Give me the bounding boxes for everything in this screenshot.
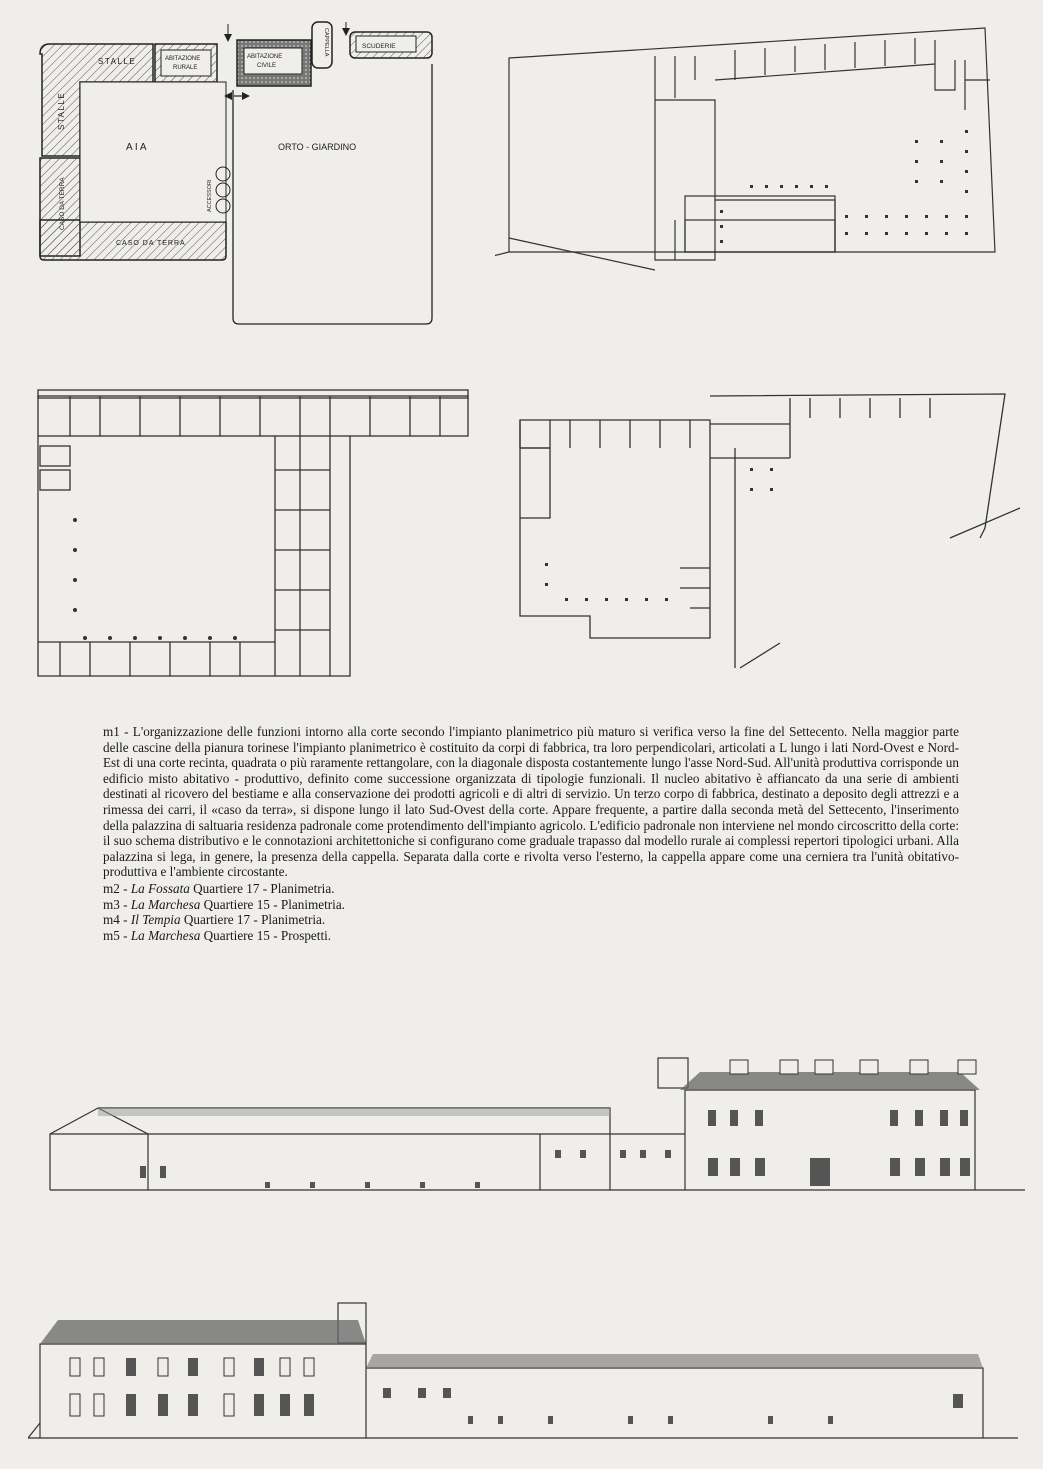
plan-il-tempia (510, 388, 1020, 678)
legend-item: m3 - La Marchesa Quartiere 15 - Planimetria. (103, 896, 345, 912)
legend-item: m5 - La Marchesa Quartiere 15 - Prospetti. (103, 927, 332, 943)
elevation-upper (40, 1050, 1035, 1200)
label-cappella: CAPPELLA (323, 28, 329, 57)
label-orto-giardino: ORTO - GIARDINO (278, 142, 357, 152)
label-caso-da-terra-bottom: CASO DA TERRA (116, 240, 186, 247)
elevation-lower (28, 1298, 1028, 1448)
label-accessori: ACCESSORI (207, 179, 213, 212)
caption-legend (103, 881, 959, 943)
label-abitazione-rurale-1: ABITAZIONE (165, 56, 201, 62)
figure-caption (103, 724, 959, 943)
label-caso-da-terra-left: CASO DA TERRA (59, 177, 66, 230)
label-abitazione-rurale-2: RURALE (173, 65, 198, 71)
label-stalle-left: STALLE (57, 91, 66, 130)
label-abitazione-civile-1: ABITAZIONE (247, 54, 283, 60)
label-abitazione-civile-2: CIVILE (257, 63, 277, 69)
caption-m1: m1 - L'organizzazione delle funzioni intorno alla corte secondo l'impianto planimetrico più maturo si verifica verso la fine del Settecento. Nella maggior parte delle cascine della pianura torinese l'impianto planimetrico è costituito da corpi di fabbrica, tra loro perpendicolari, articolati a L lungo i lati Nord-Ovest e Nord-Est di una corte recinta, quadrata o più raramente rettangolare, con la diagonale disposta costantemente lungo l'asse Nord-Sud. All'unità produttiva corrisponde un edificio misto abitativo - produttivo, definito come successione organizzata di tipologie funzionali. Il nucleo abitativo è affiancato da una serie di ambienti destinati al ricovero del bestiame e alla conservazione dei prodotti agricoli e di altri di servizio. Un terzo corpo di fabbrica, destinato a deposito degli attrezzi e a rimessa dei carri, il «caso da terra», si dispone lungo il lato Sud-Ovest della corte. Appare frequente, a partire dalla seconda metà del Settecento, l'inserimento della palazzina di saltuaria residenza padronale come protendimento dell'impianto agricolo. L'edificio padronale non interviene nel mondo circoscritto della corte: il suo schema distributivo e le connotazioni architettoniche si configurano come graduale trapasso dal modello rurale ai complessi repertori tipologici urbani. Alla palazzina si lega, in genere, la presenza della cappella. Separata dalla corte e rivolta verso l'esterno, la cappella appare come una cerniera tra l'unità obitativo-produttiva e l'ambiente circostante. (103, 724, 959, 880)
label-aia: A I A (126, 142, 147, 153)
legend-item: m4 - Il Tempia Quartiere 17 - Planimetria. (103, 912, 326, 928)
plan-la-marchesa (30, 380, 480, 680)
label-stalle-top: STALLE (98, 57, 137, 66)
legend-item: m2 - La Fossata Quartiere 17 - Planimetria. (103, 880, 335, 896)
plan-la-fossata (495, 20, 1005, 280)
functional-scheme-diagram (28, 20, 448, 330)
label-scuderie: SCUDERIE (362, 43, 396, 50)
